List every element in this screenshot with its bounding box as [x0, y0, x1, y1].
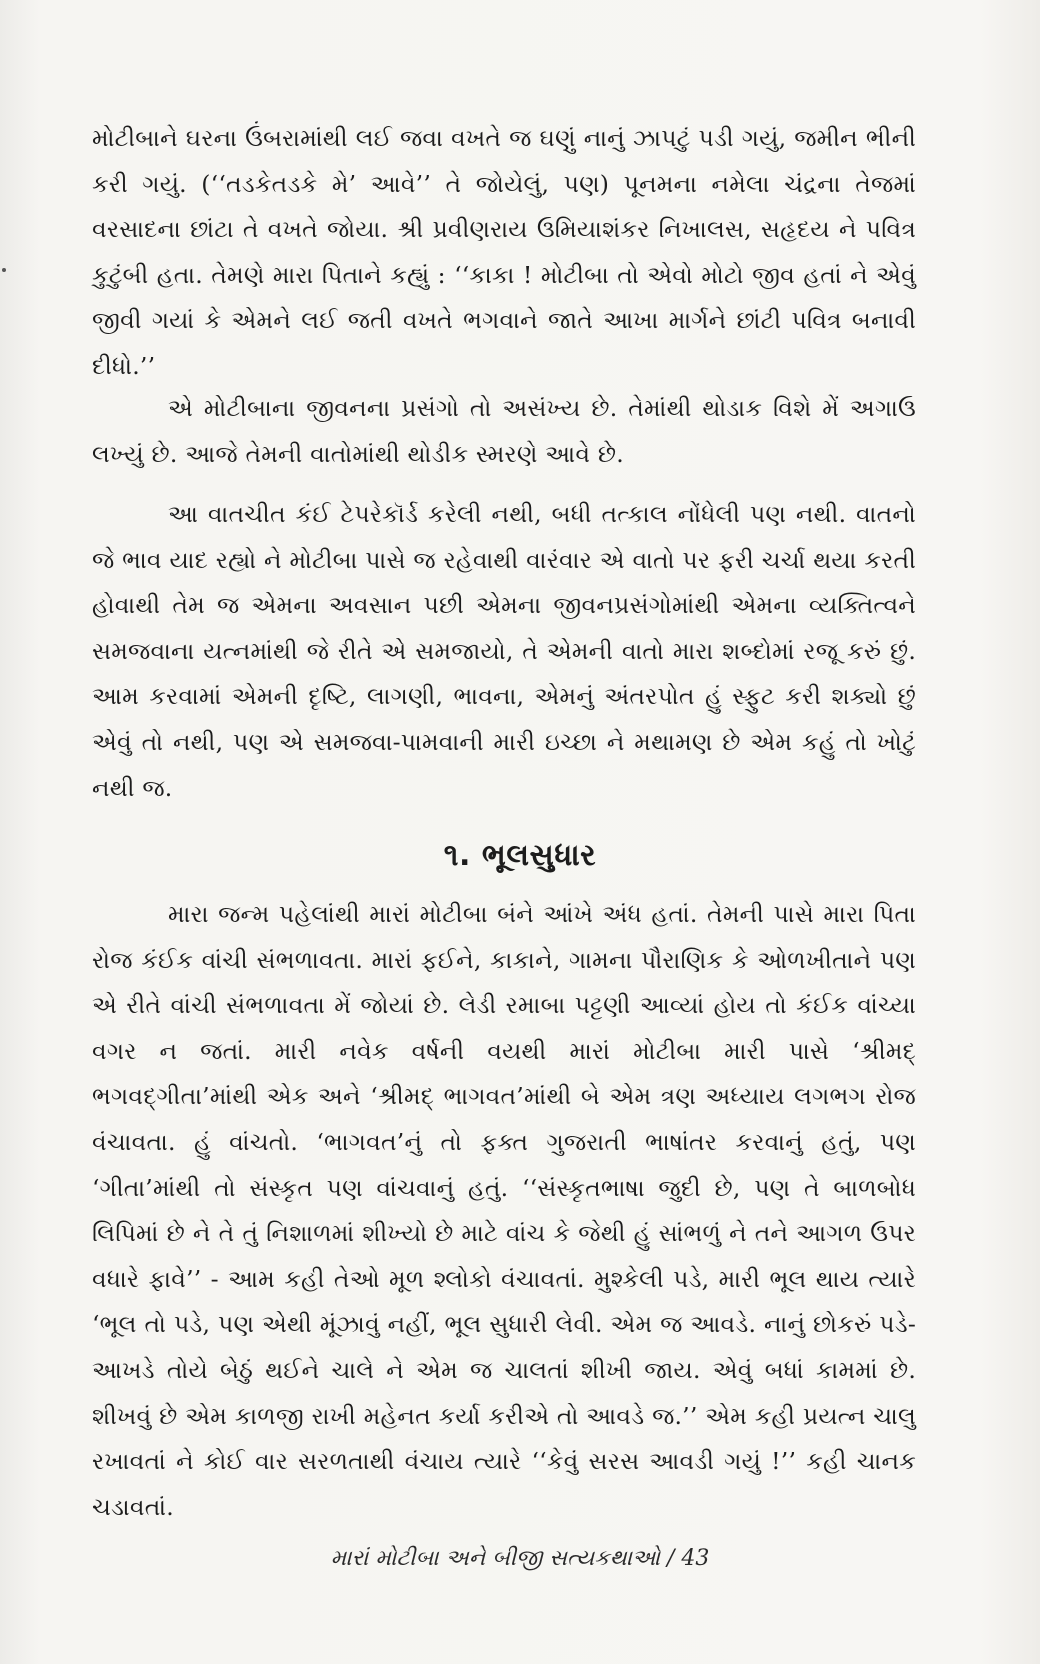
paragraph-1: મોટીબાને ઘરના ઉંબરામાંથી લઈ જવા વખતે જ ઘણું નાનું ઝાપટું પડી ગયું, જમીન ભીની કરી ગયું. (‘‘તડકેતડકે મે’ આવે’’ તે જોયેલું, પણ) પૂનમના નમેલા ચંદ્રના તેજમાં વરસાદના છાંટા તે વખતે જોયા. શ્રી પ્રવીણરાય ઉમિયાશંકર નિખાલસ, સહૃદય ને પવિત્ર કુટુંબી હતા. તેમણે મારા પિતાને કહ્યું : ‘‘કાકા ! મોટીબા તો એવો મોટો જીવ હતાં ને એવું જીવી ગયાં કે એમને લઈ જતી વખતે ભગવાને જાતે આખા માર્ગને છાંટી પવિત્ર બનાવી દીધો.’’ — [92, 124, 916, 380]
paragraph-2: એ મોટીબાના જીવનના પ્રસંગો તો અસંખ્ય છે. તેમાંથી થોડાક વિશે મેં અગાઉ લખ્યું છે. આજે તેમની વાતોમાંથી થોડીક સ્મરણે આવે છે. — [92, 394, 916, 468]
section-heading: ૧. ભૂલસુધાર — [443, 838, 597, 873]
margin-speck — [2, 268, 6, 272]
paragraph-4: મારા જન્મ પહેલાંથી મારાં મોટીબા બંને આંખે અંધ હતાં. તેમની પાસે મારા પિતા રોજ કંઈક વાંચી સંભળાવતા. મારાં ફઈને, કાકાને, ગામના પૌરાણિક કે ઓળખીતાને પણ એ રીતે વાંચી સંભળાવતા મેં જોયાં છે. લેડી રમાબા પટ્ટણી આવ્યાં હોય તો કંઈક વાંચ્યા વગર ન જતાં. મારી નવેક વર્ષની વયથી મારાં મોટીબા મારી પાસે ‘શ્રીમદ્ ભગવદ્ગીતા’માંથી એક અને ‘શ્રીમદ્ ભાગવત’માંથી બે એમ ત્રણ અધ્યાય લગભગ રોજ વંચાવતા. હું વાંચતો. ‘ભાગવત’નું તો ફક્ત ગુજરાતી ભાષાંતર કરવાનું હતું, પણ ‘ગીતા’માંથી તો સંસ્કૃત પણ વાંચવાનું હતું. ‘‘સંસ્કૃતભાષા જુદી છે, પણ તે બાળબોધ લિપિમાં છે ને તે તું નિશાળમાં શીખ્યો છે માટે વાંચ કે જેથી હું સાંભળું ને તને આગળ ઉપર વધારે ફાવે’’ - આમ કહી તેઓ મૂળ શ્લોકો વંચાવતાં. મુશ્કેલી પડે, મારી ભૂલ થાય ત્યારે ‘ભૂલ તો પડે, પણ એથી મૂંઝાવું નહીં, ભૂલ સુધારી લેવી. એમ જ આવડે. નાનું છોકરું પડે-આખડે તોયે બેઠું થઈને ચાલે ને એમ જ ચાલતાં શીખી જાય. એવું બધાં કામમાં છે. શીખવું છે એમ કાળજી રાખી મહેનત કર્યા કરીએ તો આવડે જ.’’ એમ કહી પ્રયત્ન ચાલુ રખાવતાં ને કોઈ વાર સરળતાથી વંચાય ત્યારે ‘‘કેવું સરસ આવડી ગયું !’’ કહી ચાનક ચડાવતાં. — [92, 900, 916, 1521]
paragraph-3: આ વાતચીત કંઈ ટેપરેકૉર્ડ કરેલી નથી, બધી તત્કાલ નોંધેલી પણ નથી. વાતનો જે ભાવ યાદ રહ્યો ને મોટીબા પાસે જ રહેવાથી વારંવાર એ વાતો પર ફરી ચર્ચા થયા કરતી હોવાથી તેમ જ એમના અવસાન પછી એમના જીવનપ્રસંગોમાંથી એમના વ્યક્તિત્વને સમજવાના યત્નમાંથી જે રીતે એ સમજાયો, તે એમની વાતો મારા શબ્દોમાં રજૂ કરું છું. આમ કરવામાં એમની દૃષ્ટિ, લાગણી, ભાવના, એમનું અંતરપોત હું સ્ફુટ કરી શક્યો છું એવું તો નથી, પણ એ સમજવા-પામવાની મારી ઇચ્છા ને મથામણ છે એમ કહું તો ખોટું નથી જ. — [92, 500, 916, 802]
page-footer: મારાં મોટીબા અને બીજી સત્યકથાઓ / 43 — [330, 1546, 710, 1571]
